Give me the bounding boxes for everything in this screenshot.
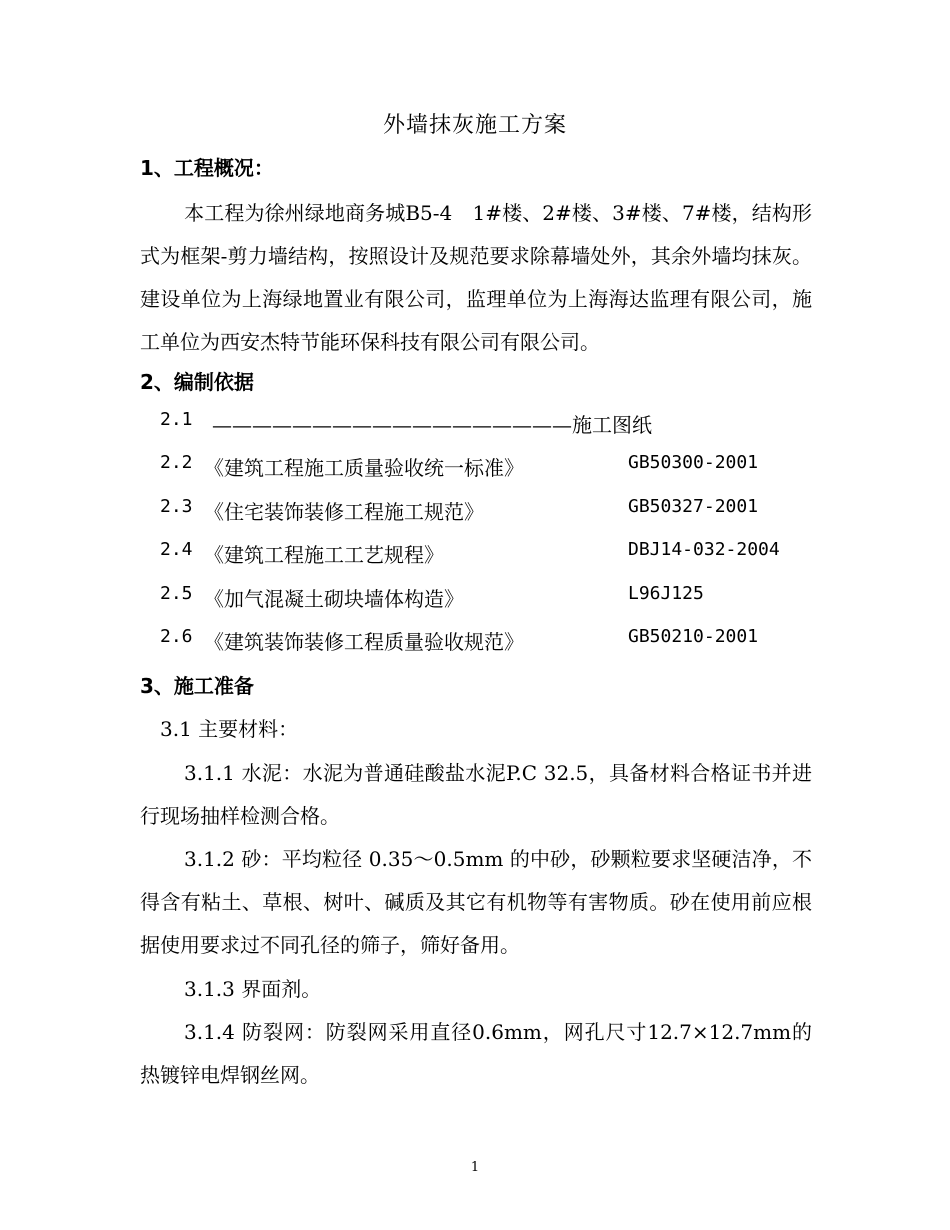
reference-row — [160, 409, 820, 439]
reference-code: GB50327-2001 — [628, 496, 759, 517]
reference-name: 《建筑工程施工质量验收统一标准》 — [204, 456, 524, 480]
reference-row — [160, 496, 820, 526]
material-item-cement — [140, 752, 812, 838]
reference-number: 2.6 — [160, 626, 193, 647]
section-1-text: 本工程为徐州绿地商务城B5-4 1#楼、2#楼、3#楼、7#楼，结构形式为框架-剪力墙结构，按照设计及规范要求除幕墙处外，其余外墙均抹灰。建设单位为上海绿地置业有限公司，监理单位为上海海达监理有限公司，施工单位为西安杰特节能环保科技有限公司有限公司。 — [140, 201, 812, 354]
reference-code: GB50210-2001 — [628, 626, 759, 647]
material-item-sand — [140, 838, 812, 967]
reference-row — [160, 539, 820, 569]
section-1-heading: 1、工程概况： — [140, 156, 274, 180]
material-item-text: 3.1.3 界面剂。 — [184, 977, 322, 1001]
reference-row — [160, 452, 820, 482]
reference-number: 2.2 — [160, 452, 193, 473]
materials-subheading: 3.1 主要材料： — [160, 717, 299, 741]
reference-name: ——————————————————施工图纸 — [212, 413, 652, 437]
material-item-text: 3.1.1 水泥：水泥为普通硅酸盐水泥P.C 32.5，具备材料合格证书并进行现场抽样检测合格。 — [140, 761, 812, 828]
material-item-crack-mesh — [140, 1011, 812, 1097]
reference-name: 《加气混凝土砌块墙体构造》 — [204, 587, 464, 611]
reference-number: 2.3 — [160, 496, 193, 517]
reference-number: 2.4 — [160, 539, 193, 560]
page-number: 1 — [470, 1160, 480, 1175]
document-title: 外墙抹灰施工方案 — [382, 113, 567, 138]
reference-number: 2.5 — [160, 583, 193, 604]
section-1-paragraph — [140, 192, 812, 364]
reference-code: GB50300-2001 — [628, 452, 759, 473]
material-item-text: 3.1.2 砂：平均粒径 0.35～0.5mm 的中砂，砂颗粒要求坚硬洁净，不得含有粘土、草根、树叶、碱质及其它有机物等有害物质。砂在使用前应根据使用要求过不同孔径的筛子，筛好备用。 — [140, 847, 812, 957]
reference-code: DBJ14-032-2004 — [628, 539, 780, 560]
reference-name: 《建筑装饰装修工程质量验收规范》 — [204, 630, 524, 654]
reference-row — [160, 626, 820, 656]
section-3-heading: 3、施工准备 — [140, 674, 254, 698]
reference-name: 《住宅装饰装修工程施工规范》 — [204, 500, 484, 524]
material-item-text: 3.1.4 防裂网：防裂网采用直径0.6mm，网孔尺寸12.7×12.7mm的热镀锌电焊钢丝网。 — [140, 1020, 812, 1087]
reference-number: 2.1 — [160, 409, 193, 430]
section-2-heading: 2、编制依据 — [140, 370, 254, 394]
reference-name: 《建筑工程施工工艺规程》 — [204, 543, 444, 567]
reference-row — [160, 583, 820, 613]
reference-code: L96J125 — [628, 583, 704, 604]
material-item-interface-agent — [140, 968, 812, 1011]
